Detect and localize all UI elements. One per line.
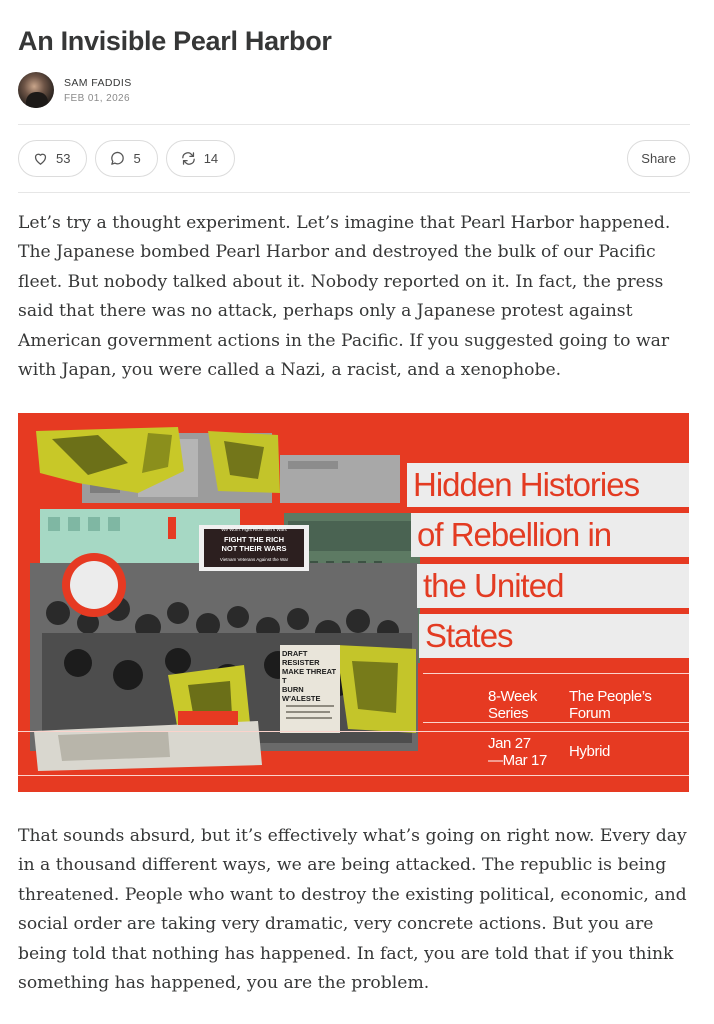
- hero-sign-text: FIGHT THE RICH NOT THEIR WARS: [221, 535, 287, 553]
- divider-bottom: [18, 192, 690, 193]
- restack-icon: [180, 150, 197, 167]
- hero-title-line-4: States: [419, 614, 689, 658]
- author-avatar[interactable]: [18, 72, 54, 108]
- comment-count: 5: [133, 151, 141, 166]
- heart-icon: [32, 150, 49, 167]
- byline: [18, 72, 132, 108]
- hero-org: The People’s Forum: [569, 688, 652, 722]
- byline-text: [64, 77, 132, 104]
- share-button[interactable]: Share: [627, 140, 690, 177]
- hero-sign-bottom: Vietnam Veterans Against the War: [219, 557, 289, 562]
- comment-icon: [109, 150, 126, 167]
- hero-title-line-1: Hidden Histories: [407, 463, 689, 507]
- author-name[interactable]: SAM FADDIS: [64, 76, 132, 89]
- hero-series: 8-Week Series: [488, 688, 538, 722]
- hero-title-line-2: of Rebellion in: [411, 513, 689, 557]
- hero-title-line-3: the United: [417, 564, 689, 608]
- hero-newspaper-headline: DRAFT RESISTER MAKE THREAT T BURN W'ALESTE: [282, 649, 337, 703]
- comment-button[interactable]: [95, 140, 157, 177]
- post-date: FEB 01, 2026: [64, 92, 130, 104]
- hero-dates: Jan 27 —Mar 17: [488, 735, 547, 769]
- body-paragraph-1: Let’s try a thought experiment. Let’s imagine that Pearl Harbor happened. The Japanese bombed Pearl Harbor and destroyed the bulk of our Pacific fleet. But nobody talked about it. Nobody reported on it. In fact, the press said that there was no attack, perhaps only a Japanese protest against American government actions in the Pacific. If you suggested going to war with Japan, you were called a Nazi, a racist, and a xenophobe.: [18, 213, 671, 381]
- post-title: An Invisible Pearl Harbor: [18, 26, 332, 56]
- hero-title-block: [18, 413, 689, 792]
- hero-meta-rule-1: [423, 673, 689, 674]
- restack-count: 14: [203, 151, 219, 166]
- hero-meta-rule-2: [423, 722, 689, 723]
- hero-sign-top: We Won't Fight Rich Men's Wars: [221, 527, 287, 532]
- like-button[interactable]: [18, 140, 87, 177]
- hero-full-rule-1: [18, 731, 689, 732]
- hero-image[interactable]: [18, 413, 689, 792]
- body-paragraph-2: That sounds absurd, but it’s effectively what’s going on right now. Every day in a thousand different ways, we are being attacked. The republic is being threatened. People who want to destroy the existing political, economic, and social order are taking very dramatic, very concrete actions. But you are being told that nothing has happened. In fact, you are told that if you think something has happened, you are the problem.: [18, 826, 687, 994]
- post-actions: [18, 140, 235, 177]
- hero-full-rule-2: [18, 775, 689, 776]
- hero-format: Hybrid: [569, 743, 610, 760]
- like-count: 53: [56, 151, 71, 166]
- divider-top: [18, 124, 690, 125]
- restack-button[interactable]: [166, 140, 235, 177]
